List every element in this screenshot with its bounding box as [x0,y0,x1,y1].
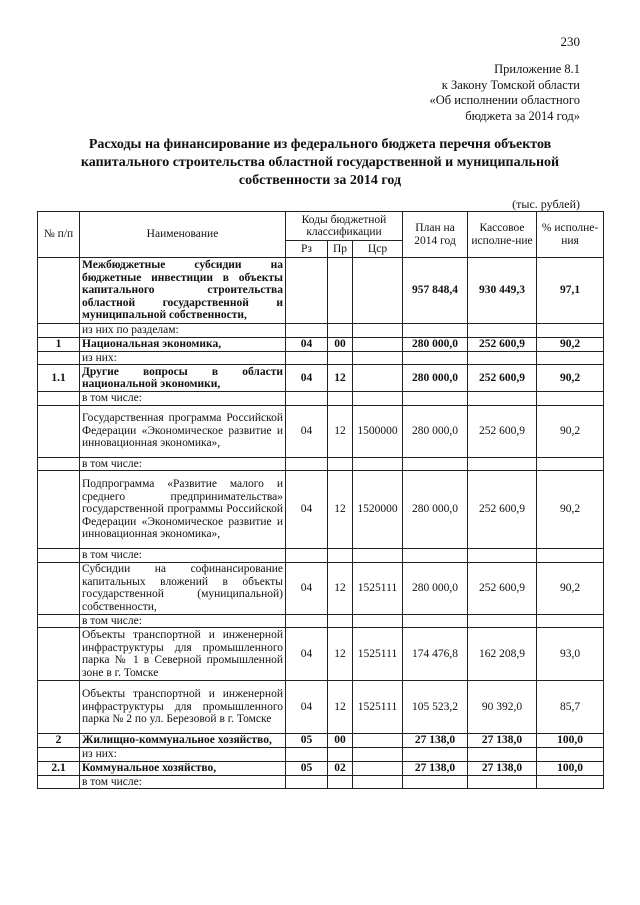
table-row [38,324,604,338]
cell-num: 2.1 [38,761,80,775]
cell-pr: 00 [328,337,353,351]
expenses-table [37,211,604,789]
title-line: Расходы на финансирование из федерального бюджета перечня объектов [88,137,552,152]
cell-exec: 27 138,0 [468,734,537,748]
cell-exec: 930 449,3 [468,258,537,324]
cell-num [38,614,80,628]
cell-rz: 04 [286,365,328,392]
appendix-line: Приложение 8.1 [494,62,580,76]
table-row [38,258,604,324]
header-rz: Рз [286,241,328,258]
cell-csr: 1525111 [353,681,403,734]
header-csr: Цср [353,241,403,258]
header-pct: % исполне-ния [537,212,604,258]
cell-num [38,324,80,338]
document-title [60,136,580,190]
cell-rz: 04 [286,405,328,457]
table-row [38,681,604,734]
header-num: № п/п [38,212,80,258]
table-row [38,392,604,406]
table-row [38,748,604,762]
appendix-line: «Об исполнении областного [429,93,580,107]
table-row [38,775,604,789]
cell-csr [353,365,403,392]
cell-name: в том числе: [80,614,286,628]
cell-name: из них: [80,748,286,762]
cell-name: Подпрограмма «Развитие малого и среднего предпринимательства» государственной программы Российской Федерации «Экономическое развитие и инновационная экономика», [80,471,286,549]
cell-csr [353,734,403,748]
cell-num [38,628,80,681]
appendix-line: к Закону Томской области [441,77,580,92]
header-codes: Коды бюджетной классификации [286,212,403,241]
cell-name: Коммунальное хозяйство, [80,761,286,775]
cell-pr: 12 [328,681,353,734]
table-row [38,351,604,365]
cell-plan: 280 000,0 [403,562,468,614]
cell-pr: 00 [328,734,353,748]
cell-rz: 04 [286,471,328,549]
table-row [38,457,604,471]
title-line: капитального строительства областной государственной и муниципальной [80,155,560,170]
header-exec: Кассовое исполне-ние [468,212,537,258]
unit-label: (тыс. рублей) [512,197,580,211]
cell-rz: 04 [286,628,328,681]
appendix-line: бюджета за 2014 год» [465,108,580,123]
cell-plan: 105 523,2 [403,681,468,734]
cell-rz: 05 [286,761,328,775]
cell-name: в том числе: [80,549,286,563]
cell-name: Жилищно-коммунальное хозяйство, [80,734,286,748]
cell-num: 1 [38,337,80,351]
table-row [38,734,604,748]
cell-name: из них по разделам: [80,324,286,338]
cell-csr: 1500000 [353,405,403,457]
cell-name: Объекты транспортной и инженерной инфраструктуры для промышленного парка № 1 в Северной промышленной зоне в г. Томске [80,628,286,681]
cell-name: из них: [80,351,286,365]
cell-name: в том числе: [80,392,286,406]
table-row [38,562,604,614]
cell-num [38,681,80,734]
cell-exec: 252 600,9 [468,471,537,549]
cell-pr: 12 [328,405,353,457]
table-row [38,761,604,775]
cell-plan: 280 000,0 [403,337,468,351]
cell-num [38,471,80,549]
cell-plan: 280 000,0 [403,405,468,457]
header-name: Наименование [80,212,286,258]
cell-rz: 04 [286,337,328,351]
cell-exec: 90 392,0 [468,681,537,734]
cell-pr [328,258,353,324]
cell-pct: 90,2 [537,562,604,614]
cell-exec: 252 600,9 [468,405,537,457]
cell-exec: 252 600,9 [468,562,537,614]
table-row [38,628,604,681]
cell-name: в том числе: [80,457,286,471]
table-row [38,365,604,392]
table-header [38,212,604,258]
cell-rz [286,258,328,324]
cell-pr: 12 [328,365,353,392]
cell-num [38,258,80,324]
cell-num [38,457,80,471]
cell-num [38,549,80,563]
cell-exec: 27 138,0 [468,761,537,775]
cell-num [38,562,80,614]
cell-csr: 1525111 [353,562,403,614]
cell-csr: 1520000 [353,471,403,549]
header-plan: План на 2014 год [403,212,468,258]
cell-csr [353,258,403,324]
cell-pct: 100,0 [537,734,604,748]
table-body [38,258,604,789]
cell-pct: 97,1 [537,258,604,324]
cell-pct: 93,0 [537,628,604,681]
cell-num: 2 [38,734,80,748]
cell-rz: 05 [286,734,328,748]
cell-name: Объекты транспортной и инженерной инфраструктуры для промышленного парка № 2 по ул. Березовой в г. Томске [80,681,286,734]
cell-rz: 04 [286,681,328,734]
table-row [38,337,604,351]
cell-num: 1.1 [38,365,80,392]
cell-plan: 27 138,0 [403,734,468,748]
table-row [38,549,604,563]
cell-pr: 02 [328,761,353,775]
cell-pct: 90,2 [537,471,604,549]
cell-pr: 12 [328,628,353,681]
cell-name: Межбюджетные субсидии на бюджетные инвестиции в объекты капитального строительства областной государственной и муниципальной собственности, [80,258,286,324]
cell-exec: 162 208,9 [468,628,537,681]
header-pr: Пр [328,241,353,258]
cell-num [38,748,80,762]
cell-plan: 280 000,0 [403,365,468,392]
cell-plan: 27 138,0 [403,761,468,775]
cell-num [38,392,80,406]
cell-csr: 1525111 [353,628,403,681]
cell-pct: 90,2 [537,337,604,351]
cell-exec: 252 600,9 [468,365,537,392]
cell-name: Государственная программа Российской Федерации «Экономическое развитие и инновационная экономика», [80,405,286,457]
cell-name: Субсидии на софинансирование капитальных вложений в объекты государственной (муниципальной) собственности, [80,562,286,614]
cell-num [38,405,80,457]
cell-pct: 90,2 [537,365,604,392]
cell-pct: 100,0 [537,761,604,775]
cell-plan: 174 476,8 [403,628,468,681]
cell-plan: 280 000,0 [403,471,468,549]
table-row [38,614,604,628]
table-row [38,471,604,549]
title-line: собственности за 2014 год [238,173,402,188]
cell-name: Другие вопросы в области национальной экономики, [80,365,286,392]
appendix-block [429,62,580,124]
cell-num [38,351,80,365]
cell-exec: 252 600,9 [468,337,537,351]
cell-rz: 04 [286,562,328,614]
cell-name: в том числе: [80,775,286,789]
cell-csr [353,761,403,775]
cell-plan: 957 848,4 [403,258,468,324]
cell-pr: 12 [328,562,353,614]
cell-name: Национальная экономика, [80,337,286,351]
cell-pct: 85,7 [537,681,604,734]
cell-num [38,775,80,789]
cell-csr [353,337,403,351]
cell-pr: 12 [328,471,353,549]
cell-pct: 90,2 [537,405,604,457]
table-row [38,405,604,457]
page-number: 230 [560,34,580,49]
